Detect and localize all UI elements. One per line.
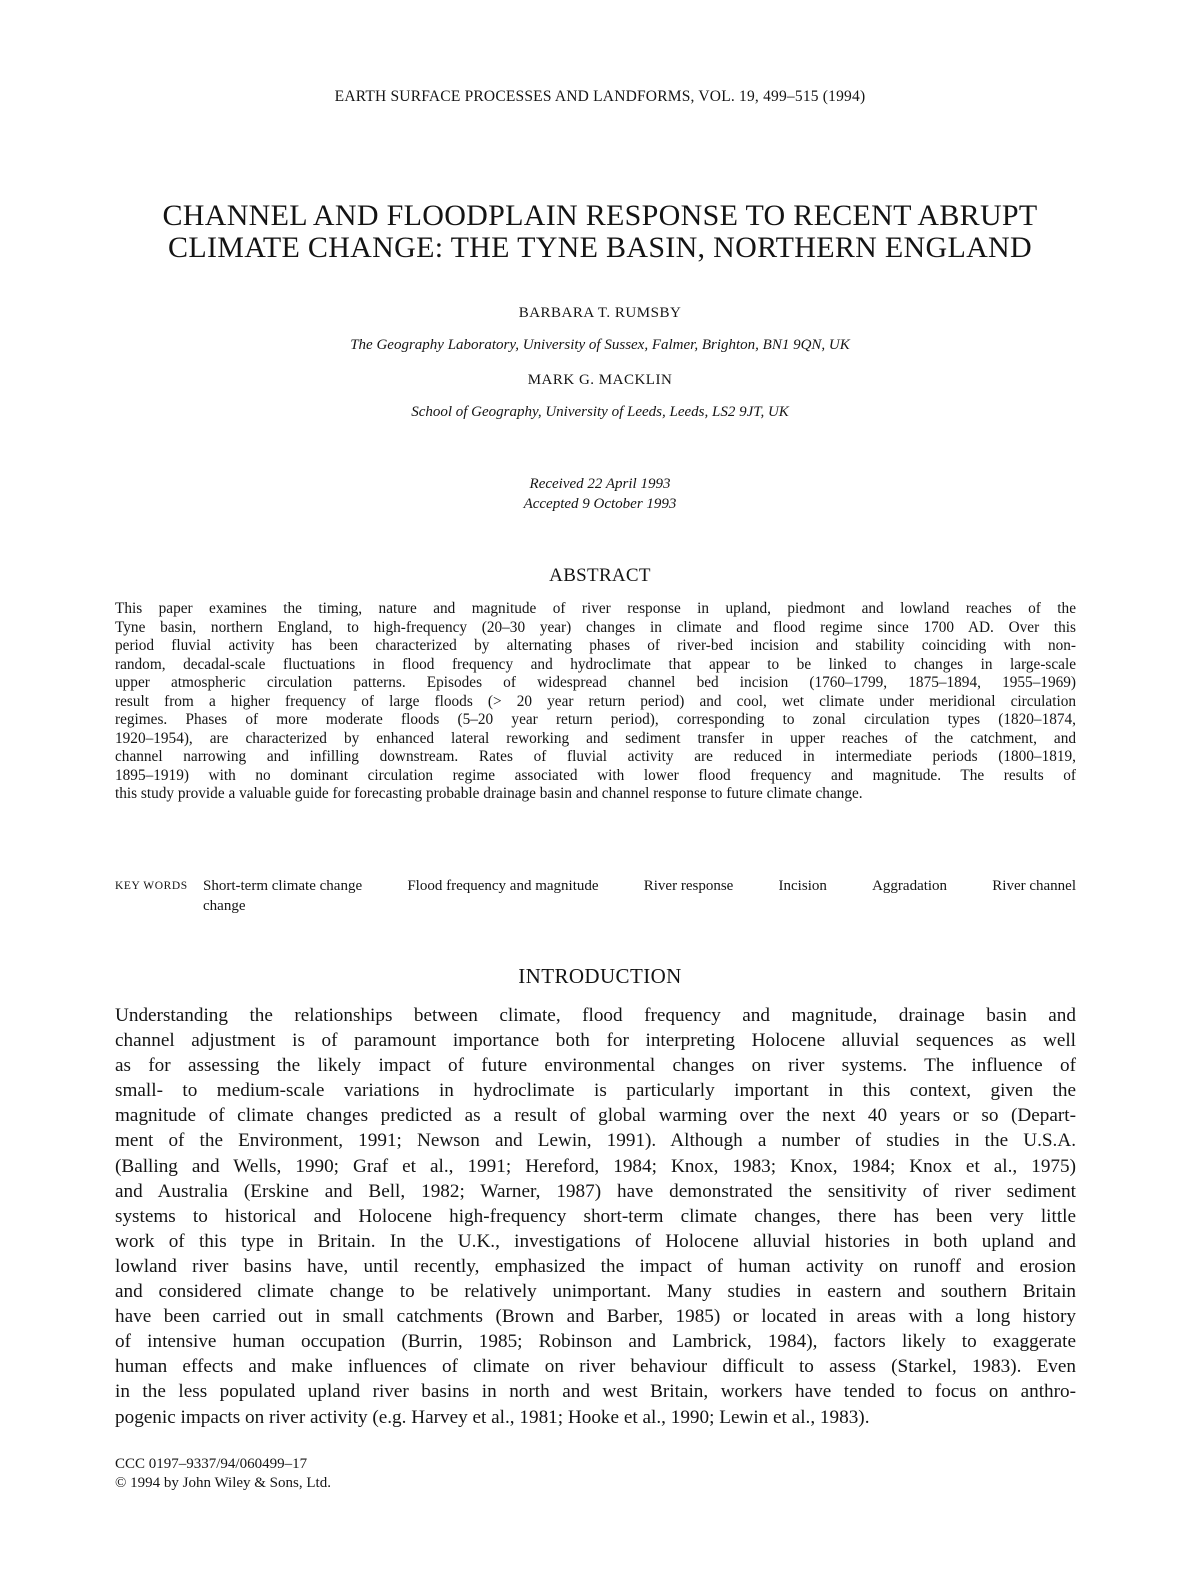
- ccc-code: CCC 0197–9337/94/060499–17: [115, 1456, 308, 1472]
- copyright-notice: © 1994 by John Wiley & Sons, Ltd.: [115, 1475, 331, 1491]
- introduction-heading: INTRODUCTION: [518, 964, 682, 988]
- abstract-line: period fluvial activity has been characterized by alternating phases of river-bed incision and stability coinciding with non-: [115, 637, 1076, 654]
- intro-line: ment of the Environment, 1991; Newson and Lewin, 1991). Although a number of studies in the U.S.A.: [115, 1130, 1076, 1152]
- author-name: BARBARA T. RUMSBY: [518, 305, 682, 321]
- abstract-line: 1895–1919) with no dominant circulation regime associated with lower flood frequency and magnitude. The results of: [115, 766, 1076, 784]
- intro-line: (Balling and Wells, 1990; Graf et al., 1991; Hereford, 1984; Knox, 1983; Knox, 1984; Knox et al., 1975): [115, 1155, 1076, 1177]
- intro-line: and Australia (Erskine and Bell, 1982; Warner, 1987) have demonstrated the sensitivity of river sediment: [115, 1180, 1076, 1202]
- keyword: Aggradation: [872, 878, 948, 894]
- abstract-line: channel narrowing and infilling downstream. Rates of fluvial activity are reduced in intermediate periods (1800–1819,: [115, 748, 1076, 765]
- accepted-date: Accepted 9 October 1993: [523, 496, 677, 512]
- intro-line: channel adjustment is of paramount importance both for interpreting Holocene alluvial sequences as well: [115, 1030, 1076, 1052]
- paper-title: [60, 200, 1140, 264]
- keyword-continuation: change: [203, 898, 246, 914]
- author-affiliation: School of Geography, University of Leeds, Leeds, LS2 9JT, UK: [411, 404, 789, 420]
- intro-line: of intensive human occupation (Burrin, 1985; Robinson and Lambrick, 1984), factors likely to exaggerate: [115, 1331, 1076, 1353]
- intro-line: human effects and make influences of climate on river behaviour difficult to assess (Starkel, 1983). Even: [115, 1356, 1076, 1378]
- author-affiliation: The Geography Laboratory, University of Sussex, Falmer, Brighton, BN1 9QN, UK: [350, 337, 850, 353]
- title-line: CHANNEL AND FLOODPLAIN RESPONSE TO RECENT ABRUPT: [162, 199, 1038, 232]
- abstract-line: upper atmospheric circulation patterns. Episodes of widespread channel bed incision (1760–1799, 1875–1894, 1955–1969): [115, 674, 1076, 691]
- keyword: Flood frequency and magnitude: [407, 878, 599, 894]
- abstract-line: result from a higher frequency of large floods (> 20 year return period) and cool, wet climate under meridional circulation: [115, 692, 1076, 710]
- intro-line: as for assessing the likely impact of future environmental changes on river systems. The influence of: [115, 1055, 1076, 1077]
- abstract-line: Tyne basin, northern England, to high-frequency (20–30 year) changes in climate and flood regime since 1700 AD. Over this: [115, 618, 1076, 636]
- abstract-line: This paper examines the timing, nature and magnitude of river response in upland, piedmont and lowland reaches of the: [115, 600, 1076, 617]
- intro-line: and considered climate change to be relatively unimportant. Many studies in eastern and southern Britain: [115, 1281, 1076, 1303]
- keyword: Incision: [778, 878, 827, 894]
- intro-line: pogenic impacts on river activity (e.g. Harvey et al., 1981; Hooke et al., 1990; Lewin et al., 1983).: [115, 1406, 870, 1428]
- keyword: Short-term climate change: [203, 878, 363, 894]
- abstract-body: [115, 600, 1076, 804]
- keyword: River response: [643, 878, 734, 894]
- intro-line: in the less populated upland river basins in north and west Britain, workers have tended to focus on anthro-: [115, 1381, 1076, 1403]
- journal-header: EARTH SURFACE PROCESSES AND LANDFORMS, VOL. 19, 499–515 (1994): [334, 88, 866, 105]
- intro-line: magnitude of climate changes predicted as a result of global warming over the next 40 years or so (Depart-: [115, 1105, 1076, 1127]
- intro-line: work of this type in Britain. In the U.K., investigations of Holocene alluvial histories in both upland and: [115, 1230, 1076, 1252]
- intro-line: small- to medium-scale variations in hydroclimate is particularly important in this context, given the: [115, 1080, 1076, 1102]
- keyword: River channel: [992, 878, 1076, 894]
- submission-dates: [0, 474, 1200, 514]
- abstract-line: regimes. Phases of more moderate floods (5–20 year return period), corresponding to zonal circulation types (1820–1874,: [115, 711, 1076, 728]
- intro-line: Understanding the relationships between climate, flood frequency and magnitude, drainage basin and: [115, 1005, 1076, 1026]
- author-name: MARK G. MACKLIN: [527, 372, 673, 388]
- intro-line: systems to historical and Holocene high-frequency short-term climate changes, there has been very little: [115, 1205, 1076, 1227]
- received-date: Received 22 April 1993: [529, 476, 671, 492]
- abstract-heading: ABSTRACT: [549, 565, 651, 586]
- keywords-label: KEY WORDS: [115, 880, 188, 892]
- intro-line: have been carried out in small catchments (Brown and Barber, 1985) or located in areas with a long history: [115, 1306, 1076, 1328]
- keywords-list: [203, 876, 1076, 916]
- intro-line: lowland river basins have, until recently, emphasized the impact of human activity on runoff and erosion: [115, 1255, 1076, 1277]
- introduction-body: [115, 1003, 1076, 1430]
- abstract-line: this study provide a valuable guide for forecasting probable drainage basin and channel response to future climate change.: [115, 785, 863, 802]
- abstract-line: 1920–1954), are characterized by enhanced lateral reworking and sediment transfer in upper reaches of the catchment, and: [115, 729, 1076, 747]
- footer: [115, 1455, 331, 1493]
- title-line: CLIMATE CHANGE: THE TYNE BASIN, NORTHERN ENGLAND: [168, 231, 1032, 264]
- abstract-line: random, decadal-scale fluctuations in flood frequency and hydroclimate that appear to be linked to changes in large-scale: [115, 655, 1076, 673]
